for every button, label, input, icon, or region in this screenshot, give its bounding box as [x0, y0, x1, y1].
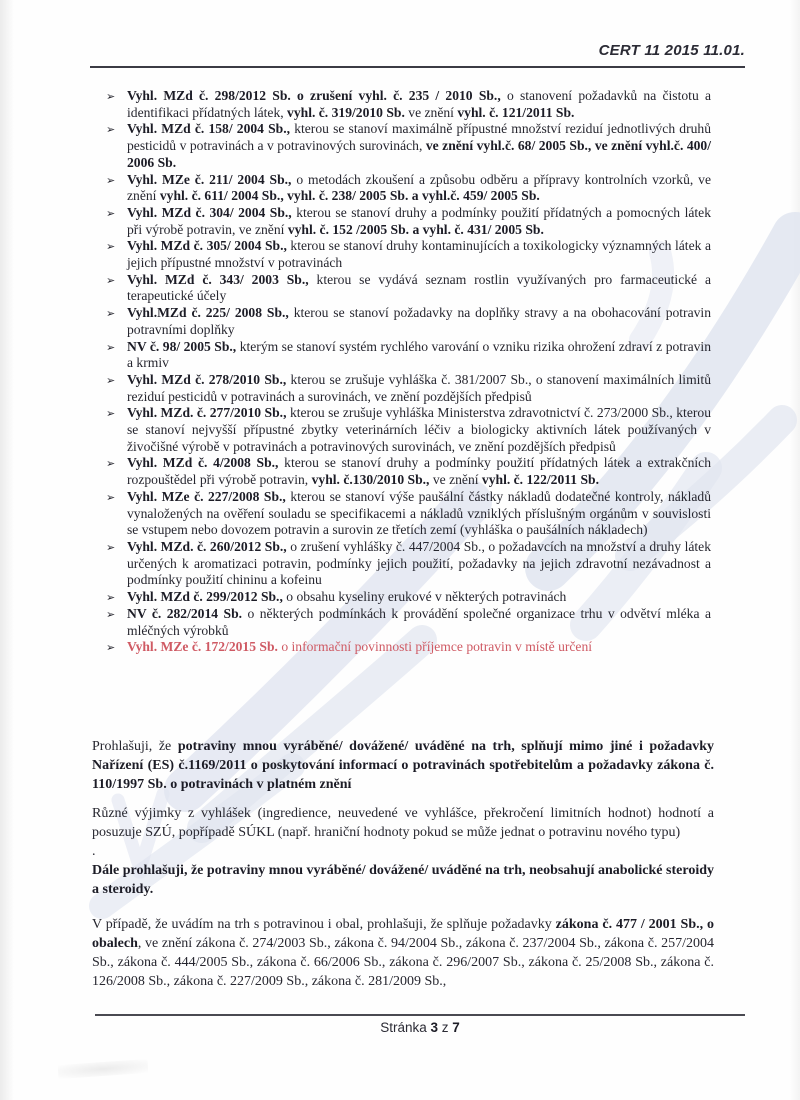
text-segment: kterou se stanoví druhy kontaminujících a toxikologicky významných látek a jejich přípustné množství v potravinách	[127, 238, 711, 271]
regulation-item	[108, 405, 711, 455]
text-segment: Vyhl. MZe č. 172/2015 Sb.	[127, 639, 278, 655]
regulation-item-text	[127, 205, 711, 237]
text-segment: Vyhl. MZd. č. 260/2012 Sb.,	[127, 538, 287, 554]
regulation-item	[108, 88, 711, 121]
text-segment: kterou se stanoví maximálně přípustné množství reziduí jednotlivých druhů pesticidů v potravinách a v potravinových surovinách,	[127, 121, 711, 154]
list-arrow-bullet-icon: ➢	[106, 307, 116, 321]
text-segment: vyhl. č.130/2010 Sb.,	[311, 472, 430, 488]
list-arrow-bullet-icon: ➢	[106, 240, 116, 254]
document-code-header: CERT 11 2015 11.01.	[598, 42, 745, 59]
regulation-item	[108, 272, 711, 305]
scan-edge-left	[0, 0, 14, 1100]
text-segment: NV č. 282/2014 Sb.	[127, 605, 243, 621]
declarations-section	[92, 737, 714, 991]
text-segment: z	[438, 1020, 453, 1035]
text-segment: Vyhl. MZe č. 211/ 2004 Sb.,	[127, 171, 292, 187]
regulation-item-text	[127, 305, 711, 337]
regulation-item	[108, 172, 711, 205]
text-segment: potraviny mnou vyráběné/ dovážené/ uváděné na trh, splňují mimo jiné i požadavky Nařízení (ES) č.1169/2011 o poskytování informací o potravinách spotřebitelům a požadavky zákona č. 110/1997 Sb. o potravinách v platném znění	[92, 739, 714, 792]
exceptions-note-paragraph	[92, 804, 714, 842]
regulation-item-text	[127, 372, 711, 404]
text-segment: vyhl. č. 121/2011 Sb.	[457, 104, 575, 120]
packaging-declaration-paragraph	[92, 915, 714, 991]
text-segment: o obsahu kyseliny erukové v některých potravinách	[282, 589, 567, 605]
text-segment: Vyhl. MZd č. 278/2010 Sb.,	[127, 371, 287, 387]
text-segment: Prohlašuji, že	[92, 739, 178, 754]
list-arrow-bullet-icon: ➢	[106, 90, 116, 103]
scan-edge-right	[790, 0, 800, 1100]
regulation-item	[108, 238, 711, 271]
list-arrow-bullet-icon: ➢	[106, 457, 116, 471]
text-segment: kterou se stanoví druhy a podmínky použití přídatných a pomocných látek při výrobě potravin, ve znění	[127, 204, 712, 237]
regulation-item-text	[127, 339, 711, 371]
text-segment: ve znění	[404, 104, 458, 120]
text-segment: 7	[452, 1020, 460, 1035]
regulation-item-text	[127, 489, 711, 537]
list-arrow-bullet-icon: ➢	[106, 123, 116, 137]
stray-dot: .	[92, 844, 96, 859]
regulation-item-text	[127, 639, 592, 654]
text-segment: Vyhl. MZd č. 305/ 2004 Sb.,	[127, 238, 287, 254]
text-segment: zákona č. 477 / 2001 Sb., o obalech	[92, 917, 715, 951]
regulation-item-text	[127, 172, 711, 204]
regulation-item	[108, 339, 711, 372]
text-segment: o zrušení vyhlášky č. 447/2004 Sb., o požadavcích na množství a druhy látek určených k aromatizaci potravin, podmínky jejich použití, požadavky na jejich zdravotní nezávadnost a podmínky použití chininu a kofeinu	[127, 538, 711, 588]
regulation-item	[108, 455, 711, 488]
regulation-item	[108, 539, 711, 589]
list-arrow-bullet-icon: ➢	[106, 607, 116, 621]
text-segment: Vyhl. MZd č. 4/2008 Sb.,	[127, 455, 279, 471]
text-segment: kterou se stanoví výše paušální částky nákladů dodatečné kontroly, nákladů vynaložených na ověření souladu se specifikacemi a nákladů vzniklých příslušným orgánům v souvislosti se vstupem nebo dovozem potravin a surovin ze třetích zemí (vyhláška o paušálních nákladech)	[127, 488, 711, 538]
list-arrow-bullet-icon: ➢	[106, 407, 116, 421]
text-segment: kterou se vydává seznam rostlin využívaných pro farmaceutické a terapeutické účely	[127, 271, 711, 304]
text-segment: Vyhl. MZd č. 343/ 2003 Sb.,	[127, 271, 309, 287]
text-segment: o metodách zkoušení a způsobu odběru a přípravy kontrolních vzorků, ve znění	[127, 171, 711, 204]
text-segment: Dále prohlašuji, že potraviny mnou vyráběné/ dovážené/ uváděné na trh, neobsahují anabolické steroidy a steroidy.	[92, 863, 714, 897]
text-segment: ve znění	[429, 472, 482, 488]
text-segment: o stanovení požadavků na čistotu a identifikaci přídatných látek,	[127, 88, 711, 120]
list-arrow-bullet-icon: ➢	[106, 591, 116, 605]
text-segment: ve znění vyhl.č. 68/ 2005 Sb., ve znění vyhl.č. 400/ 2006 Sb.	[127, 138, 711, 170]
regulation-item-text	[127, 405, 711, 453]
text-segment: vyhl. č. 122/2011 Sb.	[481, 472, 600, 488]
regulation-item-text	[127, 88, 711, 120]
list-arrow-bullet-icon: ➢	[106, 273, 116, 287]
text-segment: vyhl. č. 319/2010 Sb.	[287, 104, 405, 120]
regulation-item	[108, 305, 711, 338]
list-arrow-bullet-icon: ➢	[106, 540, 116, 554]
list-arrow-bullet-icon: ➢	[106, 490, 116, 504]
scan-smudge	[58, 1059, 149, 1079]
text-segment: Vyhl. MZd č. 299/2012 Sb.,	[127, 589, 283, 605]
regulation-item-text	[127, 121, 711, 169]
list-arrow-bullet-icon: ➢	[106, 373, 116, 387]
regulation-item	[108, 489, 711, 539]
regulation-item	[108, 372, 711, 405]
text-segment: vyhl. č. 152 /2005 Sb. a vyhl. č. 431/ 2005 Sb.	[287, 221, 544, 237]
text-segment: 3	[430, 1020, 438, 1035]
text-segment: kterou se zrušuje vyhláška Ministerstva zdravotnictví č. 273/2000 Sb., kterou se stanoví nejvyšší přípustné zbytky veterinárních léčiv a biologicky aktivních látek používaných v živočišné výrobě v potravinách a potravinových surovinách, ve znění pozdějších předpisů	[127, 405, 711, 454]
text-segment: Vyhl. MZd č. 298/2012 Sb. o zrušení vyhl. č. 235 / 2010 Sb.,	[127, 88, 501, 103]
text-segment: Vyhl.MZd č. 225/ 2008 Sb.,	[127, 305, 289, 321]
text-segment: Stránka	[380, 1020, 431, 1035]
regulation-item	[108, 205, 711, 238]
text-segment: Vyhl. MZd č. 304/ 2004 Sb.,	[127, 204, 292, 220]
header-divider	[90, 66, 745, 68]
text-segment: vyhl. č. 611/ 2004 Sb., vyhl. č. 238/ 2005 Sb. a vyhl.č. 459/ 2005 Sb.	[159, 188, 540, 204]
regulation-item-text	[127, 589, 566, 604]
list-arrow-bullet-icon: ➢	[106, 340, 116, 354]
text-segment: Různé výjimky z vyhlášek (ingredience, neuvedené ve vyhlášce, překročení limitních hodnot) hodnotí a posuzuje SZÚ, popřípadě SÚKL (např. hraniční hodnoty pokud se může jednat o potravinu nového typu)	[92, 806, 714, 840]
footer-divider	[95, 1014, 745, 1016]
text-segment: kterou se stanoví požadavky na doplňky stravy a na obohacování potravin potravními doplňky	[127, 305, 711, 337]
text-segment: Vyhl. MZe č. 227/2008 Sb.,	[127, 488, 286, 504]
text-segment: V případě, že uvádím na trh s potravinou i obal, prohlašuji, že splňuje požadavky	[92, 917, 556, 932]
regulation-item-text	[127, 238, 711, 270]
text-segment: o některých podmínkách k provádění společné organizace trhu v odvětví mléka a mléčných výrobků	[127, 605, 711, 638]
list-arrow-bullet-icon: ➢	[106, 641, 116, 655]
steroids-declaration-paragraph	[92, 861, 714, 899]
list-arrow-bullet-icon: ➢	[106, 173, 116, 187]
page-number	[95, 1020, 745, 1035]
text-segment: NV č. 98/ 2005 Sb.,	[127, 338, 237, 354]
regulation-item-text	[127, 539, 711, 587]
text-segment: , ve znění zákona č. 274/2003 Sb., zákona č. 94/2004 Sb., zákona č. 237/2004 Sb., zákona č. 257/2004 Sb., zákona č. 444/2005 Sb., zákona č. 66/2006 Sb., zákona č. 296/2007 Sb., zákona č. 25/2008 Sb., zákona č. 126/2008 Sb., zákona č. 227/2009 Sb., zákona č. 281/2009 Sb.,	[92, 936, 714, 989]
regulations-list	[108, 88, 711, 656]
regulation-item-text	[127, 455, 711, 487]
text-segment: kterou se stanoví druhy a podmínky použití přídatných látek a extrakčních rozpouštědel při výrobě potravin,	[127, 455, 712, 488]
regulation-item-text	[127, 606, 711, 638]
text-segment: kterou se zrušuje vyhláška č. 381/2007 Sb., o stanovení maximálních limitů reziduí pesticidů v potravinách a surovinách, ve znění pozdějších předpisů	[127, 371, 712, 404]
declaration-paragraph	[92, 737, 714, 794]
regulation-item	[108, 121, 711, 171]
regulation-item	[108, 639, 711, 656]
text-segment: Vyhl. MZd. č. 277/2010 Sb.,	[127, 405, 287, 421]
text-segment: o informační povinnosti příjemce potravin v místě určení	[277, 639, 593, 655]
text-segment: kterým se stanoví systém rychlého varování o vzniku rizika ohrožení zdraví z potravin a krmiv	[127, 338, 711, 371]
regulation-item-text	[127, 272, 711, 304]
regulation-item	[108, 606, 711, 639]
regulation-item	[108, 589, 711, 606]
list-arrow-bullet-icon: ➢	[106, 206, 116, 220]
text-segment: Vyhl. MZd č. 158/ 2004 Sb.,	[127, 121, 291, 137]
